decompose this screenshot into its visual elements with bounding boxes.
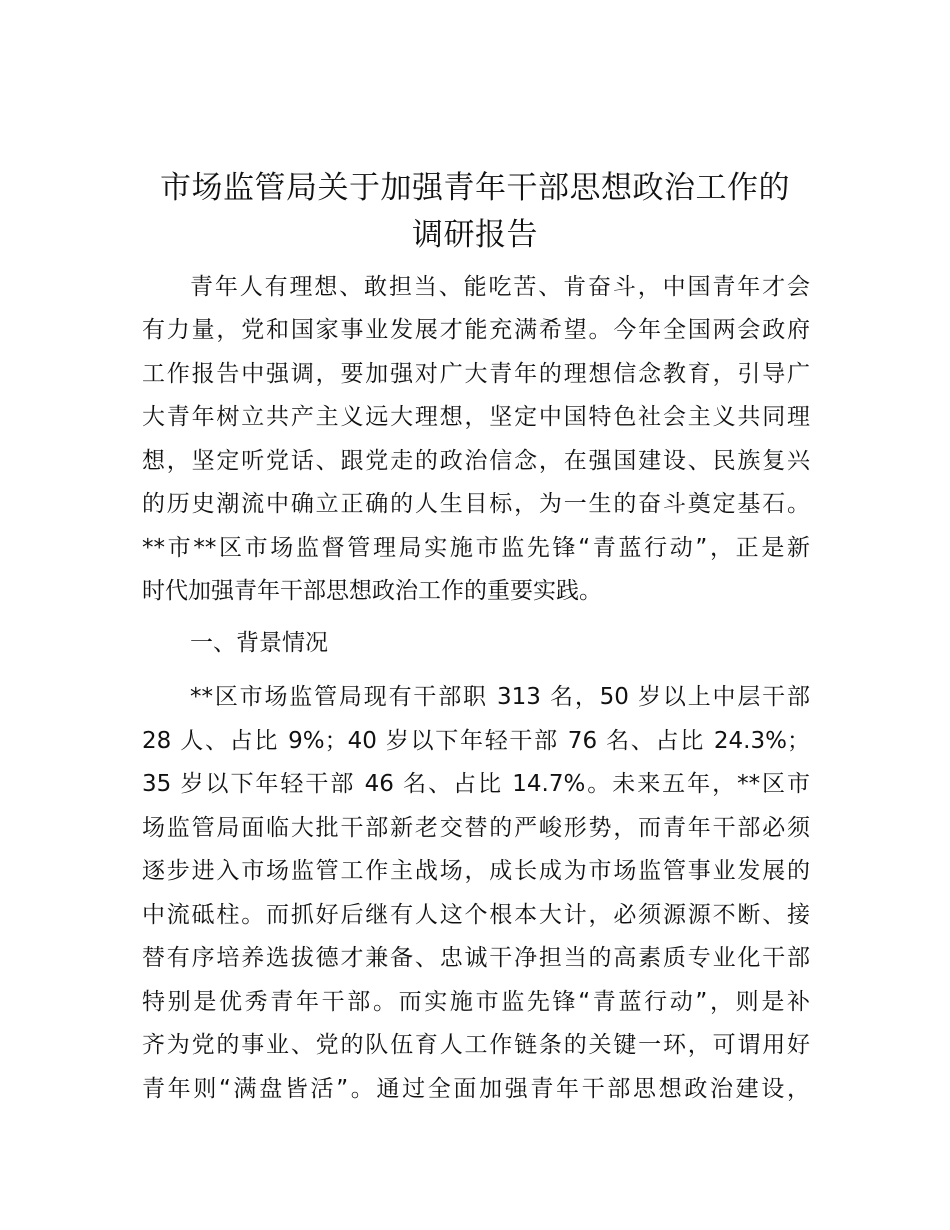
- paragraph-line: 工作报告中强调，要加强对广大青年的理想信念教育，引导广: [142, 361, 810, 387]
- paragraph-line: **市**区市场监督管理局实施市监先锋“青蓝行动”，正是新: [142, 535, 810, 561]
- paragraph-line: 想，坚定听党话、跟党走的政治信念，在强国建设、民族复兴: [142, 448, 810, 474]
- paragraph-line: 逐步进入市场监管工作主战场，成长成为市场监管事业发展的: [142, 858, 810, 884]
- paragraph-line: 时代加强青年干部思想政治工作的重要实践。: [142, 578, 602, 604]
- paragraph-line: 场监管局面临大批干部新老交替的严峻形势，而青年干部必须: [142, 815, 810, 841]
- paragraph-line: 的历史潮流中确立正确的人生目标，为一生的奋斗奠定基石。: [142, 491, 810, 517]
- paragraph-line: 替有序培养选拔德才兼备、忠诚干净担当的高素质专业化干部: [142, 945, 810, 971]
- section-heading: 一、背景情况: [190, 630, 328, 656]
- paragraph-line: 青年人有理想、敢担当、能吃苦、肯奋斗，中国青年才会: [190, 274, 810, 300]
- paragraph-line: 28 人、占比 9%；40 岁以下年轻干部 76 名、占比 24.3%；: [142, 728, 810, 754]
- paragraph-line: **区市场监管局现有干部职 313 名，50 岁以上中层干部: [190, 684, 810, 710]
- paragraph-line: 特别是优秀青年干部。而实施市监先锋“青蓝行动”，则是补: [142, 989, 810, 1015]
- paragraph-line: 35 岁以下年轻干部 46 名、占比 14.7%。未来五年，**区市: [142, 771, 810, 797]
- paragraph-line: 青年则“满盘皆活”。通过全面加强青年干部思想政治建设，: [142, 1076, 810, 1102]
- paragraph-line: 大青年树立共产主义远大理想，坚定中国特色社会主义共同理: [142, 404, 810, 430]
- paragraph-line: 齐为党的事业、党的队伍育人工作链条的关键一环，可谓用好: [142, 1032, 810, 1058]
- title-line-2: 调研报告: [412, 217, 538, 253]
- paragraph-line: 中流砥柱。而抓好后继有人这个根本大计，必须源源不断、接: [142, 902, 810, 928]
- paragraph-line: 有力量，党和国家事业发展才能充满希望。今年全国两会政府: [142, 317, 810, 343]
- title-line-1: 市场监管局关于加强青年干部思想政治工作的: [160, 170, 790, 206]
- document-title: [140, 165, 810, 259]
